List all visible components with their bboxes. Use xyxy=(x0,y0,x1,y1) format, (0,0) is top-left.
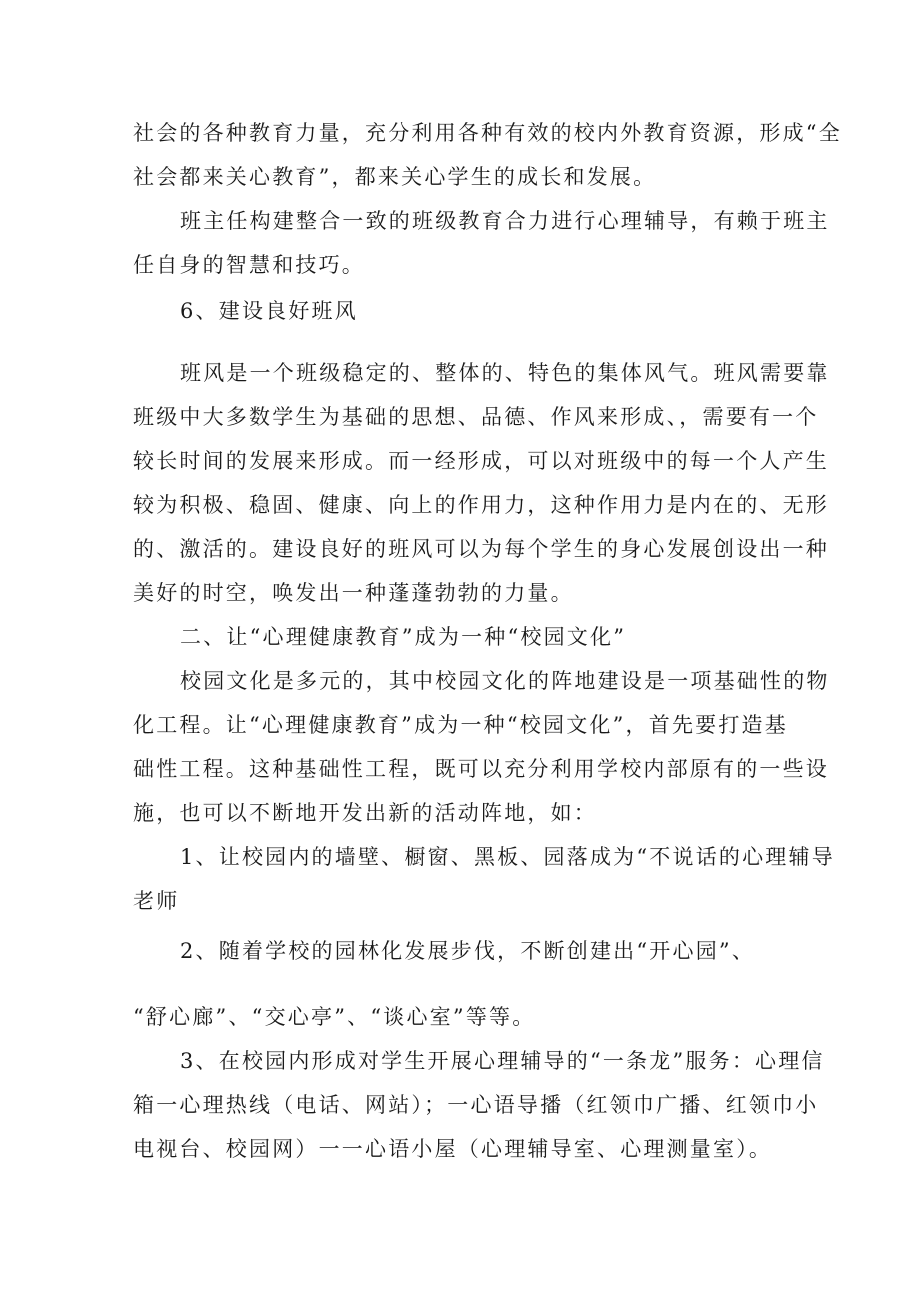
text-line: 美好的时空，唤发出一种蓬蓬勃勃的力量。 xyxy=(133,581,574,605)
list-item: 1、让校园内的墙壁、橱窗、黑板、园落成为“不说话的心理辅导 xyxy=(180,845,835,869)
text-line: 社会的各种教育力量，充分利用各种有效的校内外教育资源，形成“全 xyxy=(133,121,842,145)
text-line: 箱一心理热线（电话、网站）；一心语导播（红领巾广播、红领巾小 xyxy=(133,1093,819,1117)
text-line: 任自身的智慧和技巧。 xyxy=(133,253,365,277)
paragraph-start: 班风是一个班级稳定的、整体的、特色的集体风气。班风需要靠 xyxy=(180,361,830,385)
text-line: 较长时间的发展来形成。而一经形成，可以对班级中的每一个人产生 xyxy=(133,449,829,473)
text-line: 电视台、校园网）一一心语小屋（心理辅导室、心理测量室）。 xyxy=(133,1137,773,1161)
text-line: 较为积极、稳固、健康、向上的作用力，这种作用力是内在的、无形 xyxy=(133,493,829,517)
list-item: 3、在校园内形成对学生开展心理辅导的“一条龙”服务：心理信 xyxy=(180,1049,825,1073)
text-line: 社会都来关心教育”，都来关心学生的成长和发展。 xyxy=(133,165,657,189)
section-heading: 二、让“心理健康教育”成为一种“校园文化” xyxy=(180,625,627,649)
paragraph-start: 校园文化是多元的，其中校园文化的阵地建设是一项基础性的物 xyxy=(180,669,830,693)
list-item: 2、随着学校的园林化发展步伐，不断创建出“开心园”、 xyxy=(180,939,756,963)
text-line: “舒心廊”、“交心亭”、“谈心室”等等。 xyxy=(133,1005,536,1029)
text-line: 施，也可以不断地开发出新的活动阵地，如： xyxy=(133,801,597,825)
paragraph-start: 班主任构建整合一致的班级教育合力进行心理辅导，有赖于班主 xyxy=(180,209,830,233)
text-line: 的、激活的。建设良好的班风可以为每个学生的身心发展创设出一种 xyxy=(133,537,829,561)
text-line: 老师 xyxy=(133,889,180,913)
text-line: 班级中大多数学生为基础的思想、品德、作风来形成、，需要有一个 xyxy=(133,405,819,429)
text-line: 础性工程。这种基础性工程，既可以充分利用学校内部原有的一些设 xyxy=(133,757,829,781)
text-line: 化工程。让“心理健康教育”成为一种“校园文化”，首先要打造基 xyxy=(133,713,788,737)
section-heading: 6、建设良好班风 xyxy=(180,299,358,323)
